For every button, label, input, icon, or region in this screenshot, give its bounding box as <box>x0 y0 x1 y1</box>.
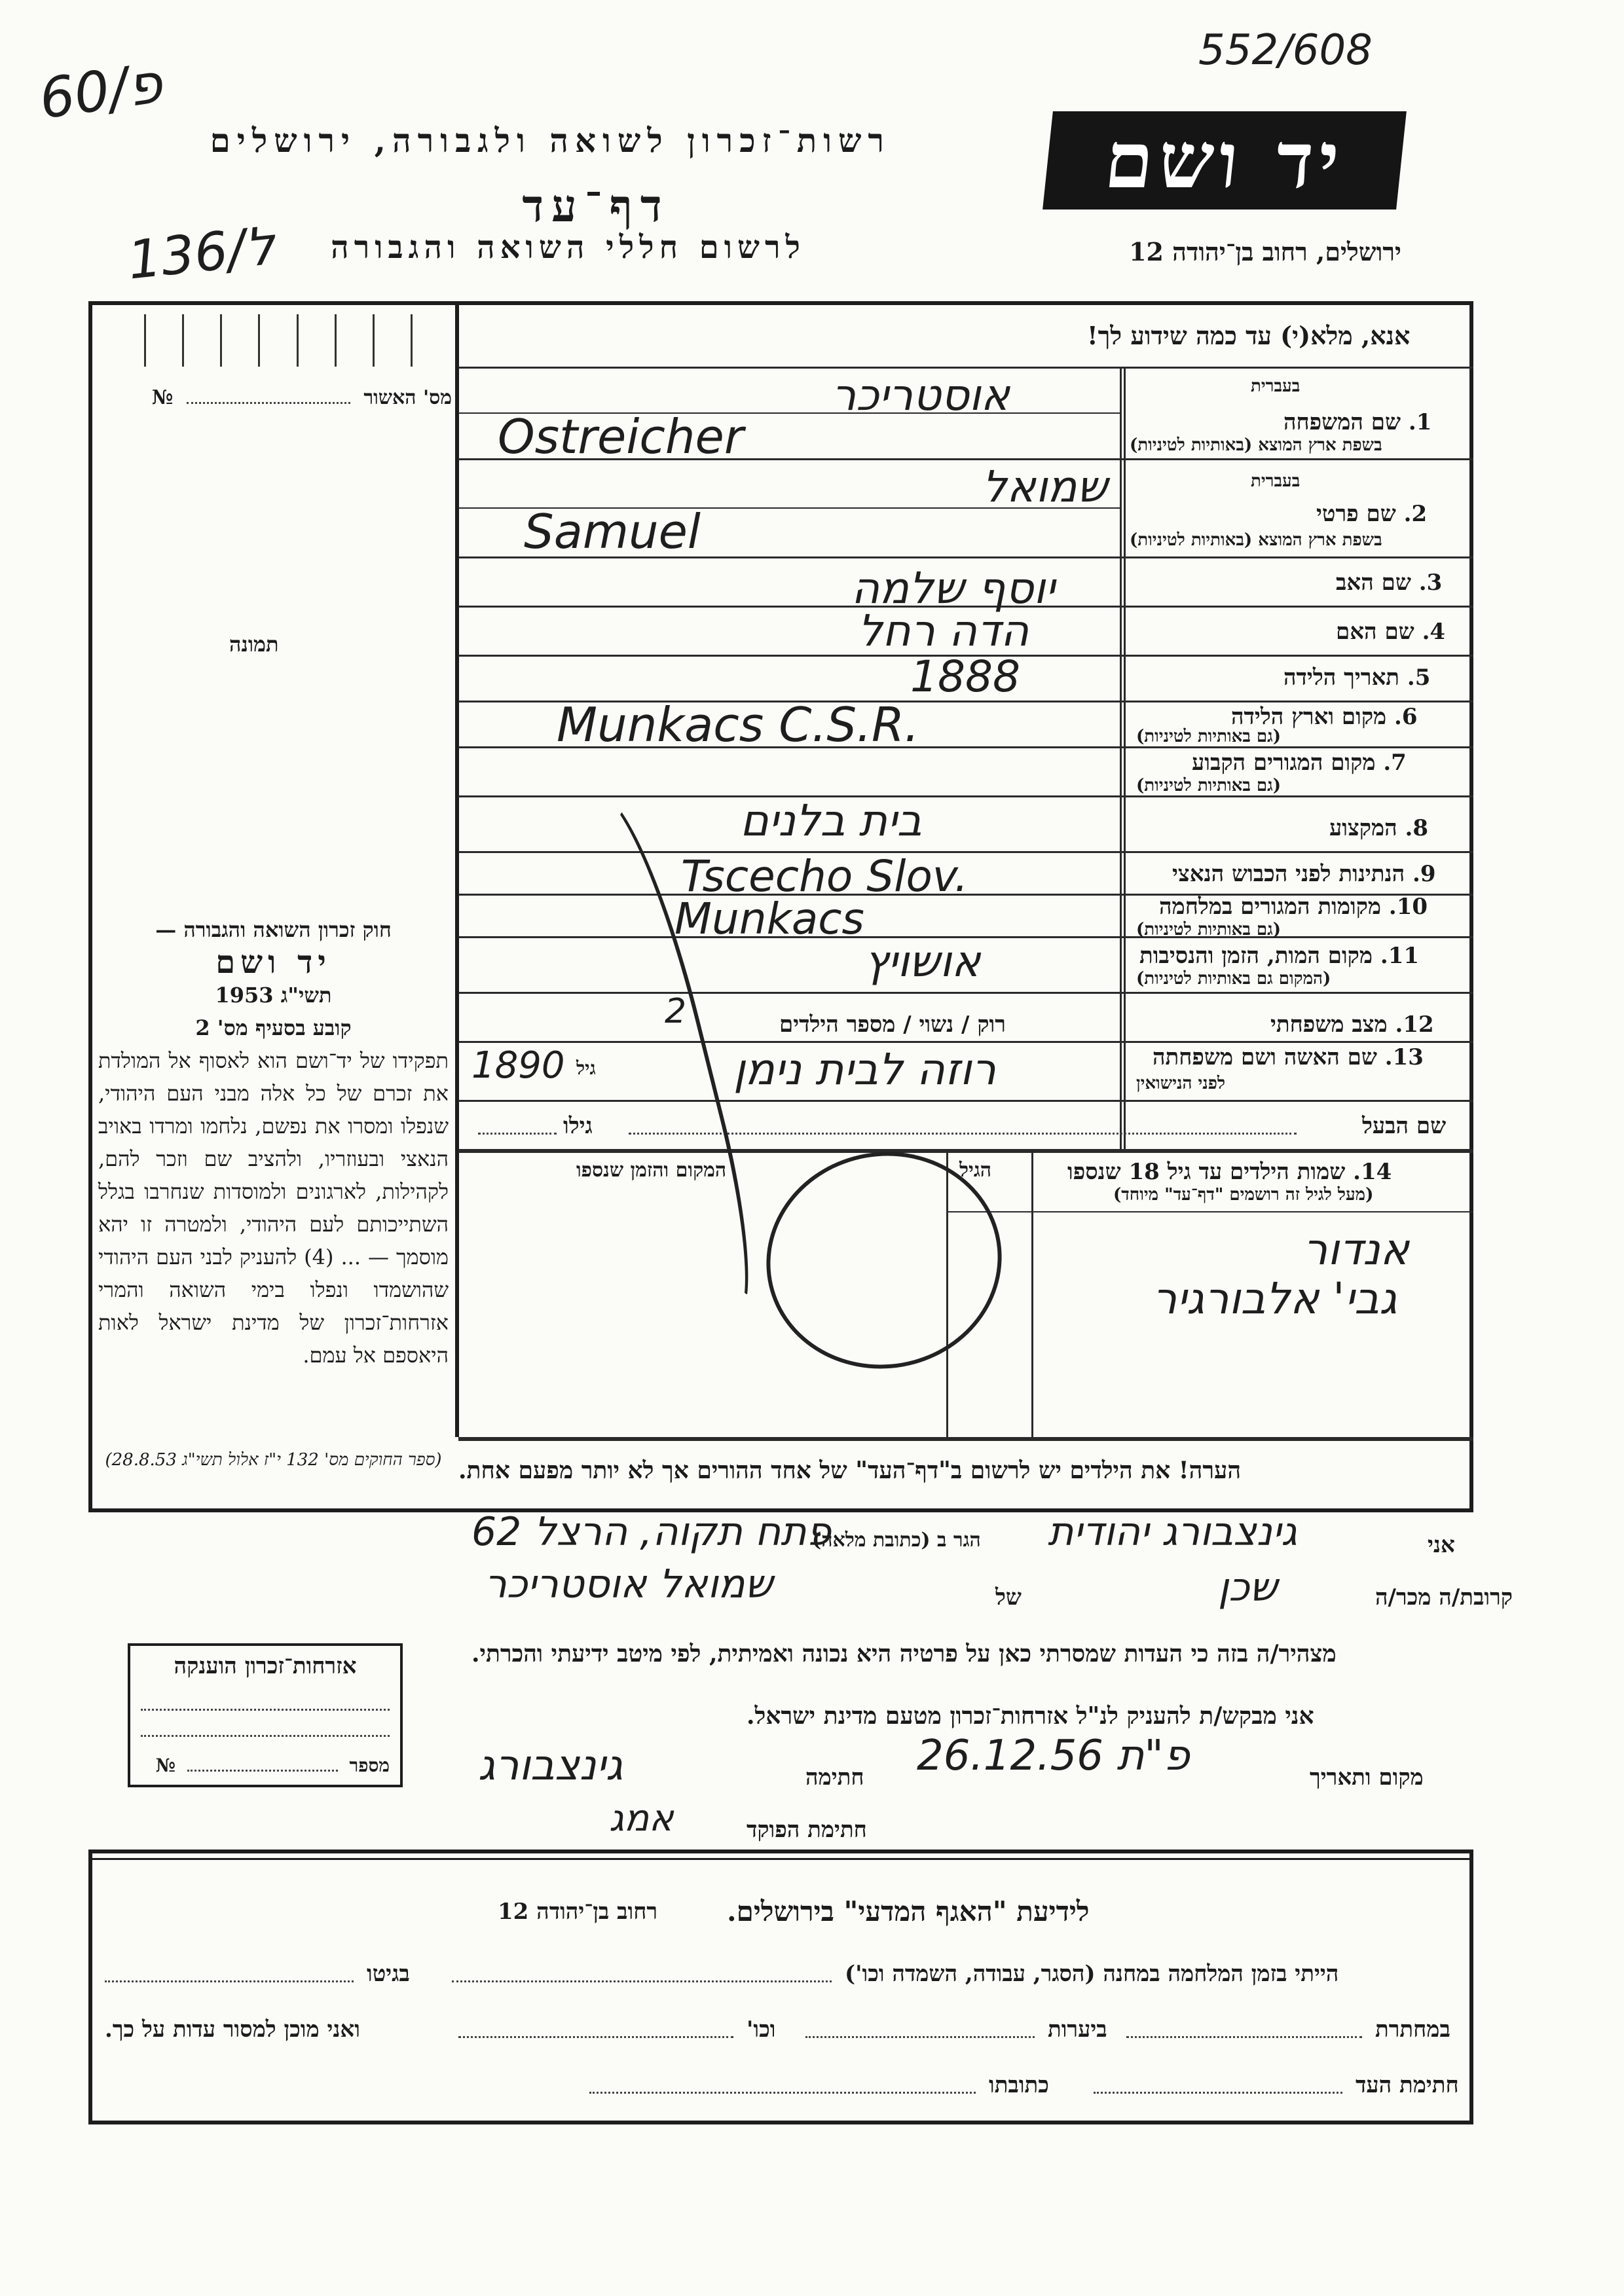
husband-age-label: גילו <box>563 1113 593 1139</box>
address-dots <box>589 2092 976 2094</box>
underground-dots <box>1126 2036 1362 2038</box>
f8-value: בית בלנים <box>740 795 922 846</box>
decl-signature-label: חתימה <box>805 1764 864 1791</box>
decl-request: אני מבקש/ת להעניק לנ"ל אזרחות־זכרון מטעם מדינת ישראל. <box>747 1702 1314 1730</box>
f10-value: Munkacs <box>674 894 864 944</box>
label-divider <box>1120 367 1122 1149</box>
memorial-no: № <box>155 1755 175 1776</box>
header-address: ירושלים, רחוב בן־יהודה 12 <box>1129 237 1401 266</box>
law-excerpt <box>98 913 449 1372</box>
law-text: תפקידו של יד־ושם הוא לאסוף אל המולדת את זכרם של כל אלה מבני העם היהודי, שנפלו ומסרו את נפשם, נלחמו ומרדו באויב הנאצי ובעוזריו, ולהציב שם וזכר להם, לקהילות, לארגונים ולמוסדות שנחרבו בגלל השתייכותם לעם היהודי, ולמטרה זו יהא מוסמך — ... (4) להעניק לבני העם היהודי שהושמדו ונפלו בימי השואה והמרי אזרחות־זכרון של מדינת ישראל לאות היאספם אל עמם. <box>98 1048 449 1368</box>
f5-value: 1888 <box>910 651 1020 702</box>
law-title: חוק זכרון השואה והגבורה — <box>155 917 392 942</box>
row-divider <box>458 1149 1473 1153</box>
approval-no: № <box>151 386 174 409</box>
husband-label: שם הבעל <box>1362 1113 1447 1139</box>
underground-box <box>88 1850 1473 2124</box>
approval-label: מס' האשור <box>363 386 452 409</box>
f14-sub: (מעל לגיל זה רושמים "דף־עד" מיוחד) <box>1113 1185 1374 1205</box>
f6-label: 6. מקום וארץ הלידה <box>1231 704 1418 730</box>
law-year: 1953 <box>215 983 274 1008</box>
instructions: אנא, מלא(י) עד כמה שידוע לך! <box>1087 321 1411 350</box>
f8-label: 8. המקצוע <box>1329 815 1429 841</box>
underground-line2c: וכו' <box>747 2016 776 2043</box>
memorial-number <box>141 1755 390 1777</box>
decl-resides: הגר ב (כתובת מלאה) <box>812 1529 981 1552</box>
memorial-line <box>141 1709 390 1711</box>
underground-line2b: ביערות <box>1048 2016 1107 2043</box>
decl-address-value: פתח תקוה, הרצל 62 <box>471 1509 832 1555</box>
label-divider <box>1124 367 1126 1149</box>
photo-label: תמונה <box>229 632 279 657</box>
f14-col-place: המקום והזמן שנספו <box>576 1159 727 1182</box>
note-text: הערה! את הילדים יש לרשום ב"דף־העד" של אחד ההורים אך לא יותר מפעם אחת. <box>458 1457 1242 1484</box>
husband-age-line <box>478 1133 557 1135</box>
page-subtitle: לרשום חללי השואה והגבורה <box>331 229 805 266</box>
decl-i-label: אני <box>1428 1532 1455 1558</box>
f14-col-age: הגיל <box>959 1159 992 1182</box>
page-title: דף־עד <box>522 180 670 232</box>
f13-age: 1890 <box>471 1044 565 1087</box>
underground-line2a: במחתרת <box>1375 2016 1450 2043</box>
underground-title: לידיעת "האגף המדעי" בירושלים. <box>727 1895 1090 1927</box>
f2-sub: בשפת ארץ המוצא (באותיות לטיניות) <box>1130 530 1382 550</box>
row-divider <box>458 795 1473 797</box>
row-divider <box>458 1100 1473 1102</box>
f6-sub: (גם באותיות לטיניות) <box>1136 727 1282 746</box>
f1-sub: בשפת ארץ המוצא (באותיות לטיניות) <box>1130 435 1382 455</box>
decl-of-label: של <box>995 1584 1022 1611</box>
law-year-he: תשי"ג <box>280 983 332 1008</box>
memorial-line <box>141 1735 390 1737</box>
f9-value: Tscecho Slov. <box>681 851 969 902</box>
f2-label: 2. שם פרטי <box>1316 501 1428 527</box>
f11-value: אושויץ <box>864 936 981 987</box>
decl-relative: קרובת/ה מכר/ה <box>1375 1584 1513 1611</box>
camp-line <box>452 1980 832 1982</box>
f13-value: רוזה לבית נימן <box>733 1044 996 1095</box>
f3-label: 3. שם האב <box>1336 570 1443 596</box>
reference-number: 552/608 <box>1198 26 1373 75</box>
decl-officer-value: אמג <box>609 1797 674 1840</box>
f5-label: 5. תאריך הלידה <box>1283 665 1431 691</box>
f13-sub: לפני הנישואין <box>1136 1074 1226 1093</box>
f7-label: 7. מקום המגורים הקבוע <box>1192 750 1407 776</box>
f4-value: הדה רחל <box>858 606 1029 656</box>
number-boxes <box>108 314 449 367</box>
law-clause: קובע בסעיף מס' 2 <box>195 1015 352 1040</box>
f3-value: יוסף שלמה <box>851 563 1055 613</box>
f12-options: רוק / נשוי / מספר הילדים <box>779 1011 1006 1038</box>
approval-number <box>111 386 452 409</box>
f2-value-latin: Samuel <box>524 504 701 559</box>
f6-value: Munkacs C.S.R. <box>557 697 919 752</box>
f10-label: 10. מקומות המגורים במלחמה <box>1159 894 1428 920</box>
f1-value-latin: Ostreicher <box>498 409 744 464</box>
decl-place-date-label: מקום ותאריך <box>1310 1764 1424 1791</box>
law-logo: יד ושם <box>215 944 331 981</box>
f1-he-tag: בעברית <box>1251 376 1301 396</box>
bottom-divider <box>88 1858 1473 1860</box>
f2-he-tag: בעברית <box>1251 471 1301 491</box>
underground-line3a: חתימת העד <box>1356 2072 1459 2098</box>
column-divider <box>455 301 459 1437</box>
decl-statement: מצהיר/ה בזה כי העדות שמסרתי כאן על פרטיה היא נכונה ואמיתית, לפי מיטב ידיעתי והכרתי. <box>471 1640 1337 1667</box>
f1-value-he: אוסטריכר <box>832 370 1010 420</box>
f14-label: 14. שמות הילדים עד גיל 18 שנספו <box>1067 1159 1392 1185</box>
bottom-divider <box>88 1850 1473 1853</box>
decl-of-value: שמואל אוסטריכר <box>485 1561 773 1607</box>
f7-sub: (גם באותיות לטיניות) <box>1136 776 1282 795</box>
husband-line <box>629 1133 1297 1135</box>
f13-age-label: גיל <box>576 1057 596 1079</box>
authority-title: רשות־זכרון לשואה ולגבורה, ירושלים <box>210 121 891 160</box>
decl-officer-label: חתימת הפוקד <box>747 1817 867 1843</box>
f4-label: 4. שם האם <box>1336 619 1446 645</box>
side-handwritten-note: 136/ל <box>124 215 278 291</box>
f12-value: 2 <box>665 992 687 1031</box>
f10-sub: (גם באותיות לטיניות) <box>1136 920 1282 939</box>
f1-label: 1. שם המשפחה <box>1283 409 1432 435</box>
f14-col-divider <box>1031 1149 1033 1437</box>
f14-child2: גבי' אלבורגיר <box>1153 1273 1397 1324</box>
decl-relation-value: שכן <box>1218 1565 1278 1611</box>
decl-i-value: גינצבורג יהודית <box>1048 1509 1298 1555</box>
memorial-title: אזרחות־זכרון הוענקה <box>174 1653 357 1679</box>
f9-label: 9. הנתינות לפני הכבוש הנאצי <box>1172 861 1436 887</box>
etc-dots <box>458 2036 733 2038</box>
decl-signature-value: גינצבורג <box>478 1741 623 1790</box>
f13-label: 13. שם האשה ושם משפחתה <box>1153 1044 1424 1070</box>
underground-ghetto: בגיטו <box>367 1961 410 1987</box>
underground-line3b: כתובתו <box>989 2072 1049 2098</box>
f2-value-he: שמואל <box>982 462 1108 512</box>
row-divider <box>458 1437 1473 1441</box>
decl-place-date-value: פ"ת 26.12.56 <box>917 1732 1190 1780</box>
forests-dots <box>805 2036 1035 2038</box>
law-footer: (ספר החוקים מס' 132 י"ז אלול תשי"ג 28.8.53) <box>105 1450 442 1470</box>
f11-sub: (המקום גם באותיות לטיניות) <box>1136 969 1331 989</box>
underground-line1: הייתי בזמן המלחמה במחנה (הסגר, עבודה, השמדה וכו') <box>845 1961 1339 1987</box>
witness-sign-dots <box>1094 2092 1342 2094</box>
ghetto-line <box>105 1980 354 1982</box>
row-divider <box>946 1211 1473 1212</box>
underground-line2d: ואני מוכן למסור עדות על כך. <box>105 2016 360 2043</box>
memorial-number-label: מספר <box>349 1755 390 1776</box>
f12-label: 12. מצב משפחתי <box>1270 1011 1434 1038</box>
corner-handwritten-note: 60/פ <box>35 50 166 132</box>
f11-label: 11. מקום המות, הזמן והנסיבות <box>1139 943 1420 969</box>
underground-address: רחוב בן־יהודה 12 <box>498 1899 658 1925</box>
row-divider <box>458 367 1473 369</box>
f14-child1: אנדור <box>1303 1224 1409 1275</box>
yad-vashem-logo: יד ושם <box>1043 111 1407 210</box>
